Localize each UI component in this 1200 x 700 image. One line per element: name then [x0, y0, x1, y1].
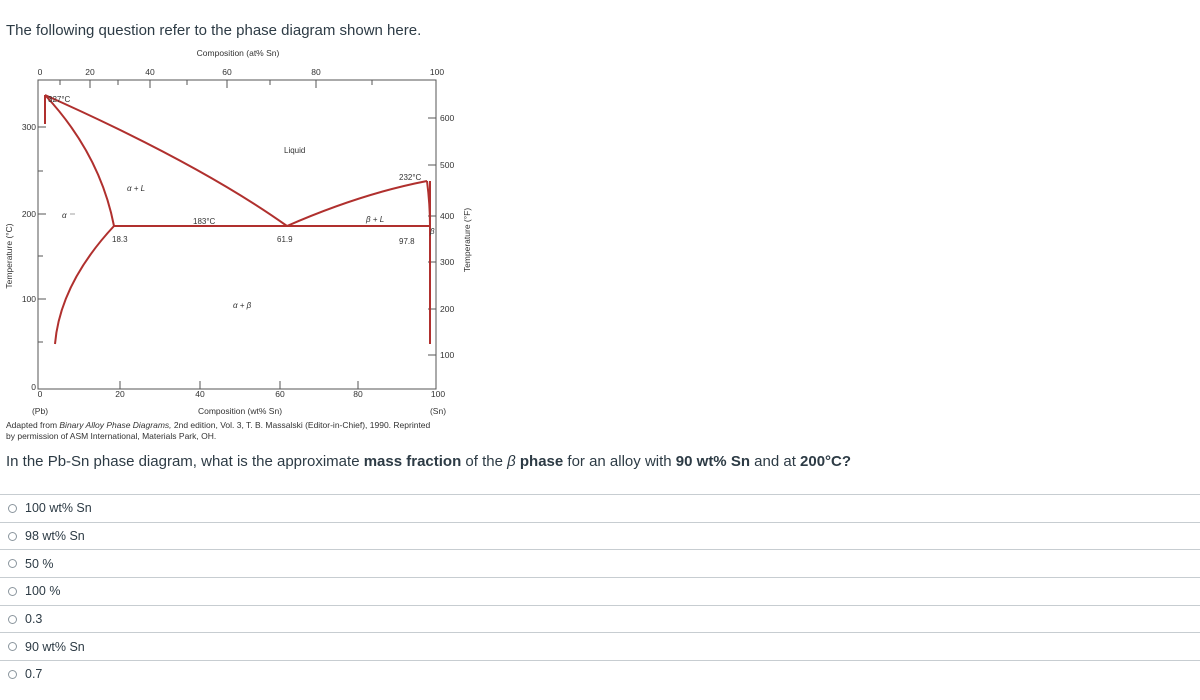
label-alpha-l: α + L [127, 184, 146, 193]
label-beta-l: β + L [366, 215, 385, 224]
answer-option[interactable] [0, 660, 1200, 688]
top-tick-labels [38, 67, 445, 77]
answer-option[interactable] [0, 577, 1200, 605]
left-tick-marks [38, 127, 46, 342]
top-tick: 80 [311, 67, 321, 77]
label-18-3: 18.3 [112, 235, 128, 244]
bottom-tick: 80 [353, 389, 363, 399]
top-tick: 20 [85, 67, 95, 77]
answer-label: 100 wt% Sn [25, 501, 92, 516]
label-beta: β [430, 227, 435, 236]
right-tick: 400 [440, 211, 455, 221]
liquidus-left [45, 95, 287, 226]
top-axis-title: Composition (at% Sn) [196, 48, 280, 58]
right-tick-labels [440, 113, 454, 360]
label-pb: (Pb) [31, 406, 49, 416]
top-tick: 0 [37, 67, 43, 77]
left-tick-labels [22, 122, 36, 392]
top-tick: 100 [429, 67, 445, 77]
label-alpha: α [62, 211, 67, 220]
radio-button[interactable] [8, 642, 17, 651]
right-axis-title: Temperature (°F) [462, 207, 472, 273]
bottom-tick: 40 [195, 389, 205, 399]
question-intro: The following question refer to the phase diagram shown here. [6, 22, 422, 39]
label-alpha-beta: α + β [233, 301, 252, 310]
left-tick: 0 [31, 382, 36, 392]
label-232: 232°C [399, 173, 422, 182]
bottom-tick: 20 [115, 389, 125, 399]
plot-frame [38, 80, 436, 389]
top-tick: 40 [145, 67, 155, 77]
radio-button[interactable] [8, 670, 17, 679]
caption-line-2: by permission of ASM International, Materials Park, OH. [6, 431, 217, 441]
answer-option[interactable] [0, 605, 1200, 633]
right-tick: 500 [440, 160, 455, 170]
answer-label: 0.7 [25, 667, 43, 682]
label-liquid: Liquid [284, 146, 306, 155]
solvus-left [55, 226, 114, 344]
phase-diagram [0, 44, 480, 420]
left-tick: 200 [21, 209, 36, 219]
bottom-tick-labels [38, 389, 446, 399]
answer-label: 50 % [25, 556, 54, 571]
top-tick-marks [60, 80, 372, 88]
radio-button[interactable] [8, 532, 17, 541]
answer-option[interactable] [0, 522, 1200, 550]
left-axis-title: Temperature (°C) [4, 223, 14, 289]
radio-button[interactable] [8, 587, 17, 596]
solidus-left [45, 95, 114, 226]
answer-label: 100 % [25, 584, 61, 599]
bottom-tick: 0 [37, 389, 43, 399]
answer-label: 0.3 [25, 612, 43, 627]
bottom-tick: 100 [430, 389, 446, 399]
label-327: 327°C [48, 95, 71, 104]
right-tick: 100 [440, 350, 455, 360]
label-61-9: 61.9 [277, 235, 293, 244]
radio-button[interactable] [8, 615, 17, 624]
left-tick: 300 [21, 122, 36, 132]
answer-list [0, 494, 1200, 688]
question-prompt: In the Pb-Sn phase diagram, what is the approximate mass fraction of the β phase for an alloy with 90 wt% Sn and at 200°C? [6, 453, 852, 470]
right-tick: 600 [440, 113, 455, 123]
answer-option[interactable] [0, 632, 1200, 660]
caption-line-1: Adapted from Binary Alloy Phase Diagrams, 2nd edition, Vol. 3, T. B. Massalski (Editor-in-Chief), 1990. Reprinted [6, 420, 431, 430]
answer-option[interactable] [0, 494, 1200, 522]
answer-label: 90 wt% Sn [25, 639, 85, 654]
right-tick: 200 [440, 304, 455, 314]
label-183: 183°C [193, 217, 216, 226]
bottom-axis-title: Composition (wt% Sn) [197, 406, 283, 416]
figure-caption [6, 420, 430, 442]
label-sn: (Sn) [429, 406, 447, 416]
liquidus-right [287, 181, 427, 226]
answer-option[interactable] [0, 549, 1200, 577]
right-tick: 300 [440, 257, 455, 267]
top-tick: 60 [222, 67, 232, 77]
answer-label: 98 wt% Sn [25, 529, 85, 544]
label-97-8: 97.8 [399, 237, 415, 246]
bottom-tick: 60 [275, 389, 285, 399]
radio-button[interactable] [8, 504, 17, 513]
radio-button[interactable] [8, 559, 17, 568]
bottom-tick-marks [120, 381, 358, 389]
left-tick: 100 [21, 294, 36, 304]
